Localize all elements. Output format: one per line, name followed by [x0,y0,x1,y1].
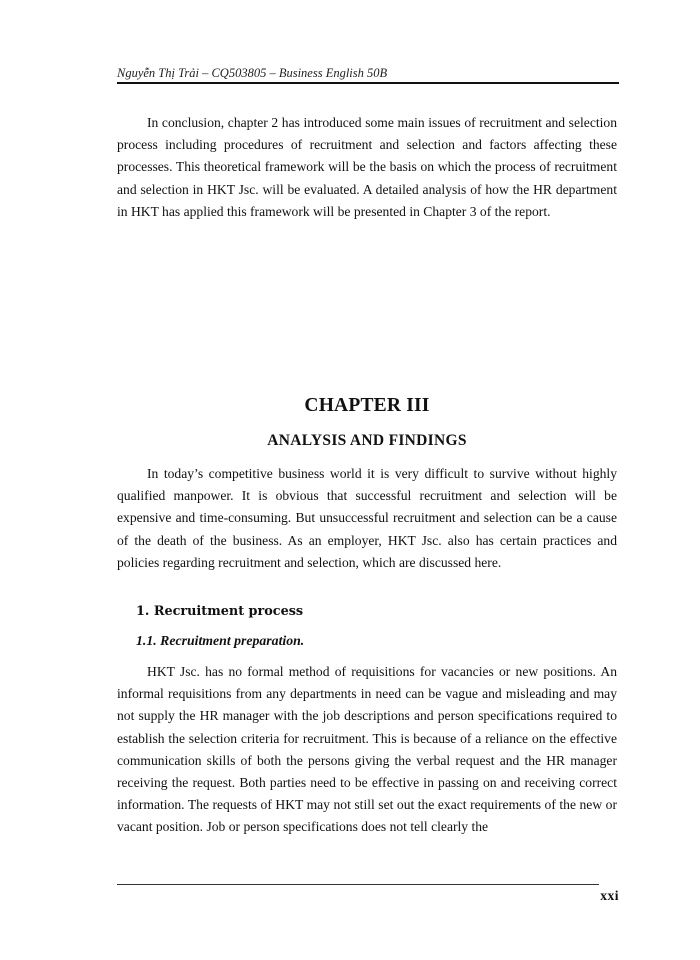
chapter-subtitle: ANALYSIS AND FINDINGS [267,432,467,449]
chapter-title: CHAPTER III [304,395,430,416]
paragraph-intro: In today’s competitive business world it is very difficult to survive without highly qualified manpower. It is obvious that successful recruitment and selection will be expensive and time-consuming. But unsuccessful recruitment and selection can be a cause of the death of the business. As an employer, HKT Jsc. also has certain practices and policies regarding recruitment and selection, which are discussed here. [117,466,617,570]
section-heading-recruitment-process: 1. Recruitment process [136,604,304,619]
footer-divider [117,884,599,885]
running-header: Nguyễn Thị Trải – CQ503805 – Business English 50B [117,66,388,80]
header-divider [117,82,619,84]
subsection-heading-recruitment-preparation: 1.1. Recruitment preparation. [136,633,305,648]
page-number: xxi [600,888,619,903]
paragraph-conclusion: In conclusion, chapter 2 has introduced some main issues of recruitment and selection process including procedures of recruitment and selection and factors affecting these processes. This theoretical framework will be the basis on which the process of recruitment and selection in HKT Jsc. will be evaluated. A detailed analysis of how the HR department in HKT has applied this framework will be presented in Chapter 3 of the report. [117,115,617,219]
paragraph-requisitions: HKT Jsc. has no formal method of requisitions for vacancies or new positions. An informal requisitions from any departments in need can be vague and misleading and may not supply the HR manager with the job descriptions and person specifications required to establish the selection criteria for recruitment. This is because of a reliance on the effective communication skills of both the persons giving the verbal request and the HR manager receiving the request. Both parties need to be effective in passing on and receiving correct information. The requests of HKT may not still set out the exact requirements of the new or vacant position. Job or person specifications does not tell clearly the [117,664,617,835]
